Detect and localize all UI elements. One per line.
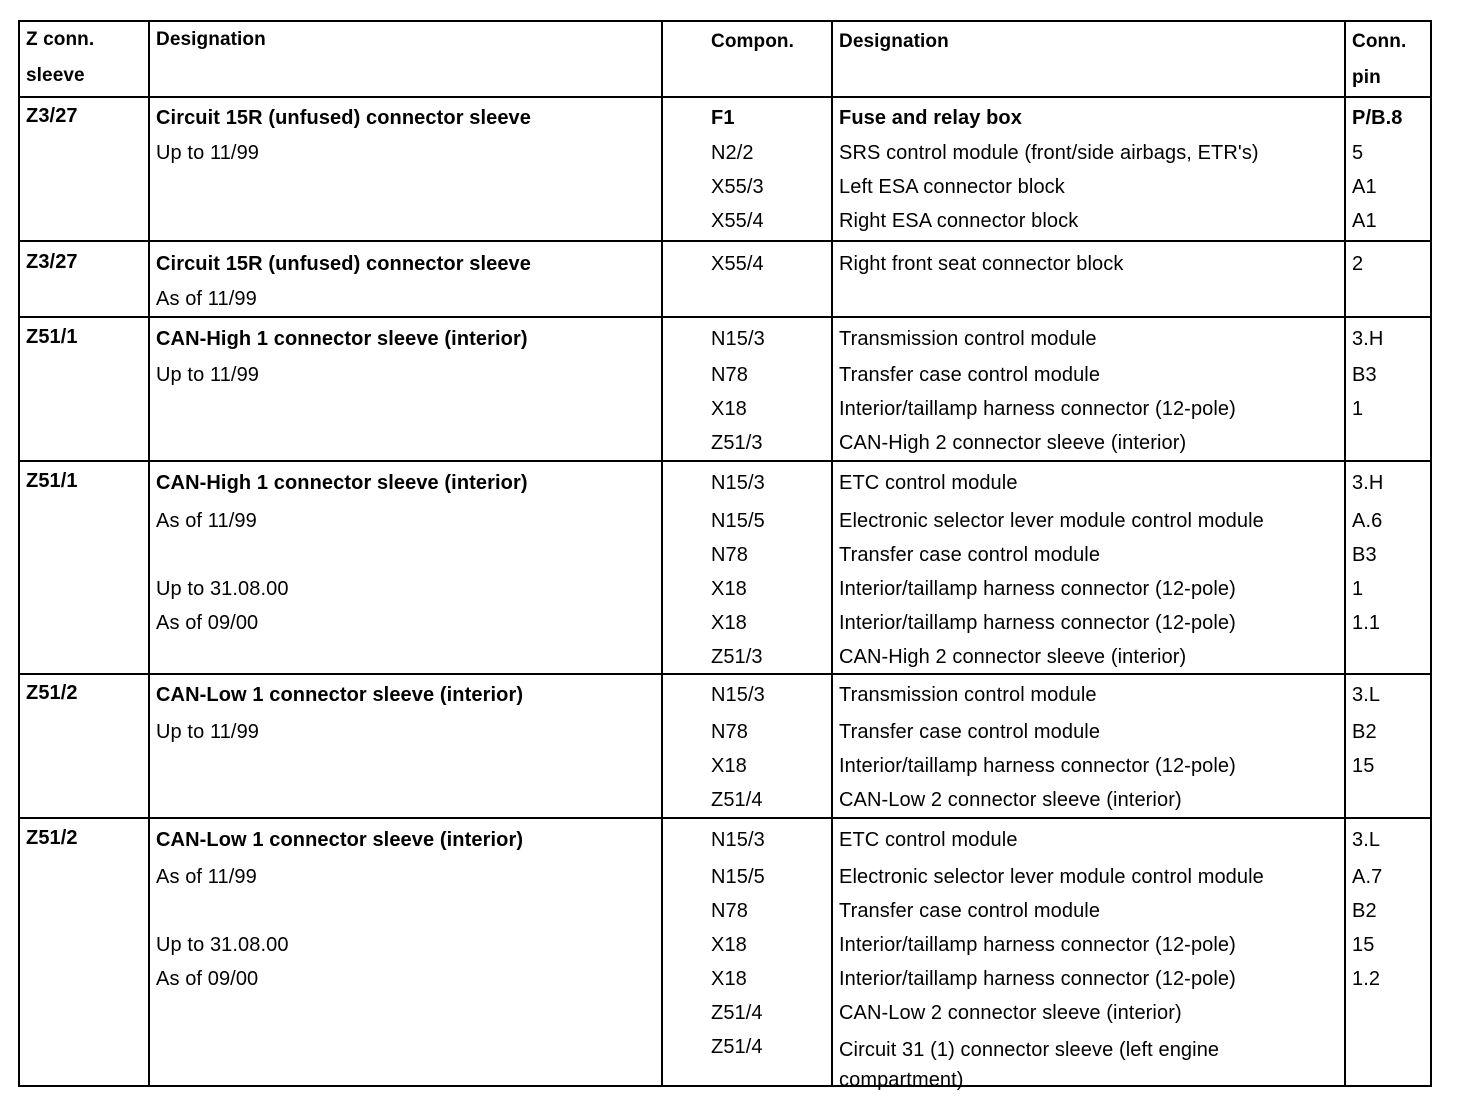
sleeve-id: Z3/27: [26, 251, 78, 273]
rule-group-5: [18, 817, 1432, 819]
component-designation: CAN-High 2 connector sleeve (interior): [839, 646, 1187, 668]
component-designation: Transmission control module: [839, 328, 1097, 350]
header-pin-line-1: Conn.: [1352, 31, 1407, 52]
connector-pin: 5: [1352, 142, 1364, 164]
sleeve-title: Circuit 15R (unfused) connector sleeve: [156, 107, 532, 129]
sleeve-id: Z51/2: [26, 827, 78, 849]
rule-col-3: [831, 20, 833, 1087]
rule-group-4: [18, 673, 1432, 675]
header-component: Compon.: [711, 31, 795, 52]
rule-header: [18, 96, 1432, 98]
component-designation: SRS control module (front/side airbags, ETR's): [839, 142, 1259, 164]
connector-pin: 15: [1352, 934, 1375, 956]
sleeve-id: Z51/1: [26, 470, 78, 492]
rule-left: [18, 20, 20, 1087]
component-code: X18: [711, 934, 747, 956]
component-designation: ETC control module: [839, 829, 1018, 851]
component-designation: Transfer case control module: [839, 900, 1101, 922]
version-note: Up to 11/99: [156, 142, 260, 164]
sleeve-title: CAN-Low 1 connector sleeve (interior): [156, 684, 524, 706]
component-designation: Right front seat connector block: [839, 253, 1124, 275]
component-designation: CAN-Low 2 connector sleeve (interior): [839, 1002, 1182, 1024]
component-code: X18: [711, 578, 747, 600]
component-designation: Right ESA connector block: [839, 210, 1079, 232]
component-designation: Interior/taillamp harness connector (12-pole): [839, 968, 1236, 990]
version-note: As of 09/00: [156, 612, 259, 634]
component-code: X55/4: [711, 253, 764, 275]
sleeve-id: Z3/27: [26, 105, 78, 127]
connector-pin: A1: [1352, 176, 1377, 198]
connector-pin: 3.L: [1352, 684, 1381, 706]
connector-pin: 1.2: [1352, 968, 1381, 990]
connector-pin: 1: [1352, 398, 1364, 420]
component-code: N15/3: [711, 472, 765, 494]
rule-group-1: [18, 240, 1432, 242]
header-designation: Designation: [156, 29, 266, 50]
connector-pin: A1: [1352, 210, 1377, 232]
header-z-sleeve-line-1: Z conn.: [26, 29, 95, 50]
component-designation: Transmission control module: [839, 684, 1097, 706]
component-code: N78: [711, 364, 748, 386]
component-designation: Interior/taillamp harness connector (12-pole): [839, 612, 1236, 634]
component-designation: CAN-Low 2 connector sleeve (interior): [839, 789, 1182, 811]
version-note: As of 11/99: [156, 510, 257, 532]
component-designation: Interior/taillamp harness connector (12-pole): [839, 398, 1236, 420]
component-designation: Interior/taillamp harness connector (12-pole): [839, 934, 1236, 956]
version-note: As of 09/00: [156, 968, 259, 990]
component-code: Z51/4: [711, 789, 763, 811]
header-comp-designation: Designation: [839, 31, 949, 52]
component-designation: Transfer case control module: [839, 544, 1101, 566]
component-code: N15/3: [711, 684, 765, 706]
version-note: Up to 31.08.00: [156, 578, 289, 600]
sleeve-id: Z51/1: [26, 326, 78, 348]
header-pin-line-2: pin: [1352, 67, 1381, 88]
component-designation: Transfer case control module: [839, 721, 1101, 743]
connector-pin: 1.1: [1352, 612, 1381, 634]
component-designation: Interior/taillamp harness connector (12-pole): [839, 578, 1236, 600]
component-code: N15/5: [711, 866, 765, 888]
component-code: Z51/4: [711, 1002, 763, 1024]
sleeve-id: Z51/2: [26, 682, 78, 704]
connector-pin: 3.L: [1352, 829, 1381, 851]
connector-pin: B3: [1352, 364, 1377, 386]
connector-pin: A.7: [1352, 866, 1383, 888]
component-designation: Left ESA connector block: [839, 176, 1065, 198]
component-code: Z51/4: [711, 1036, 763, 1058]
component-designation: Electronic selector lever module control module: [839, 866, 1264, 888]
sleeve-title: Circuit 15R (unfused) connector sleeve: [156, 253, 532, 275]
connector-pin: B3: [1352, 544, 1377, 566]
component-code: Z51/3: [711, 432, 763, 454]
rule-col-4: [1344, 20, 1346, 1087]
header-z-sleeve-line-2: sleeve: [26, 65, 85, 86]
connector-pin: P/B.8: [1352, 107, 1403, 129]
component-designation: Transfer case control module: [839, 364, 1101, 386]
header-pin: [1352, 24, 1406, 96]
sleeve-title: CAN-High 1 connector sleeve (interior): [156, 472, 528, 494]
component-code: N15/3: [711, 829, 765, 851]
component-code: X55/3: [711, 176, 764, 198]
connector-pin: 2: [1352, 253, 1364, 275]
version-note: Up to 11/99: [156, 364, 260, 386]
sleeve-title: CAN-Low 1 connector sleeve (interior): [156, 829, 524, 851]
component-designation: Fuse and relay box: [839, 107, 1022, 129]
component-designation: ETC control module: [839, 472, 1018, 494]
component-code: X18: [711, 968, 747, 990]
connector-pin: A.6: [1352, 510, 1383, 532]
component-code: N78: [711, 900, 748, 922]
connector-pin: B2: [1352, 721, 1377, 743]
component-code: X55/4: [711, 210, 764, 232]
version-note: As of 11/99: [156, 866, 257, 888]
component-code: N78: [711, 721, 748, 743]
rule-group-2: [18, 316, 1432, 318]
connector-pin: B2: [1352, 900, 1377, 922]
component-designation: Circuit 31 (1) connector sleeve (left engine compartment): [839, 1039, 1220, 1091]
version-note: As of 11/99: [156, 288, 257, 310]
connector-pin: 1: [1352, 578, 1364, 600]
connector-pin: 3.H: [1352, 328, 1384, 350]
connector-pin: 15: [1352, 755, 1375, 777]
component-code: Z51/3: [711, 646, 763, 668]
version-note: Up to 11/99: [156, 721, 260, 743]
rule-col-1: [148, 20, 150, 1087]
component-code: N78: [711, 544, 748, 566]
connector-pin: 3.H: [1352, 472, 1384, 494]
component-designation: Interior/taillamp harness connector (12-pole): [839, 755, 1236, 777]
component-code: X18: [711, 755, 747, 777]
rule-right: [1430, 20, 1432, 1087]
rule-group-3: [18, 460, 1432, 462]
component-designation: CAN-High 2 connector sleeve (interior): [839, 432, 1187, 454]
component-code: N2/2: [711, 142, 754, 164]
component-designation: Electronic selector lever module control module: [839, 510, 1264, 532]
rule-col-2: [661, 20, 663, 1087]
version-note: Up to 31.08.00: [156, 934, 289, 956]
sleeve-title: CAN-High 1 connector sleeve (interior): [156, 328, 528, 350]
component-code: X18: [711, 612, 747, 634]
table-header: [18, 20, 1432, 96]
component-code: X18: [711, 398, 747, 420]
component-code: N15/3: [711, 328, 765, 350]
component-code: F1: [711, 107, 735, 129]
header-z-sleeve: [26, 22, 94, 94]
connector-table: [18, 20, 1432, 1091]
component-code: N15/5: [711, 510, 765, 532]
